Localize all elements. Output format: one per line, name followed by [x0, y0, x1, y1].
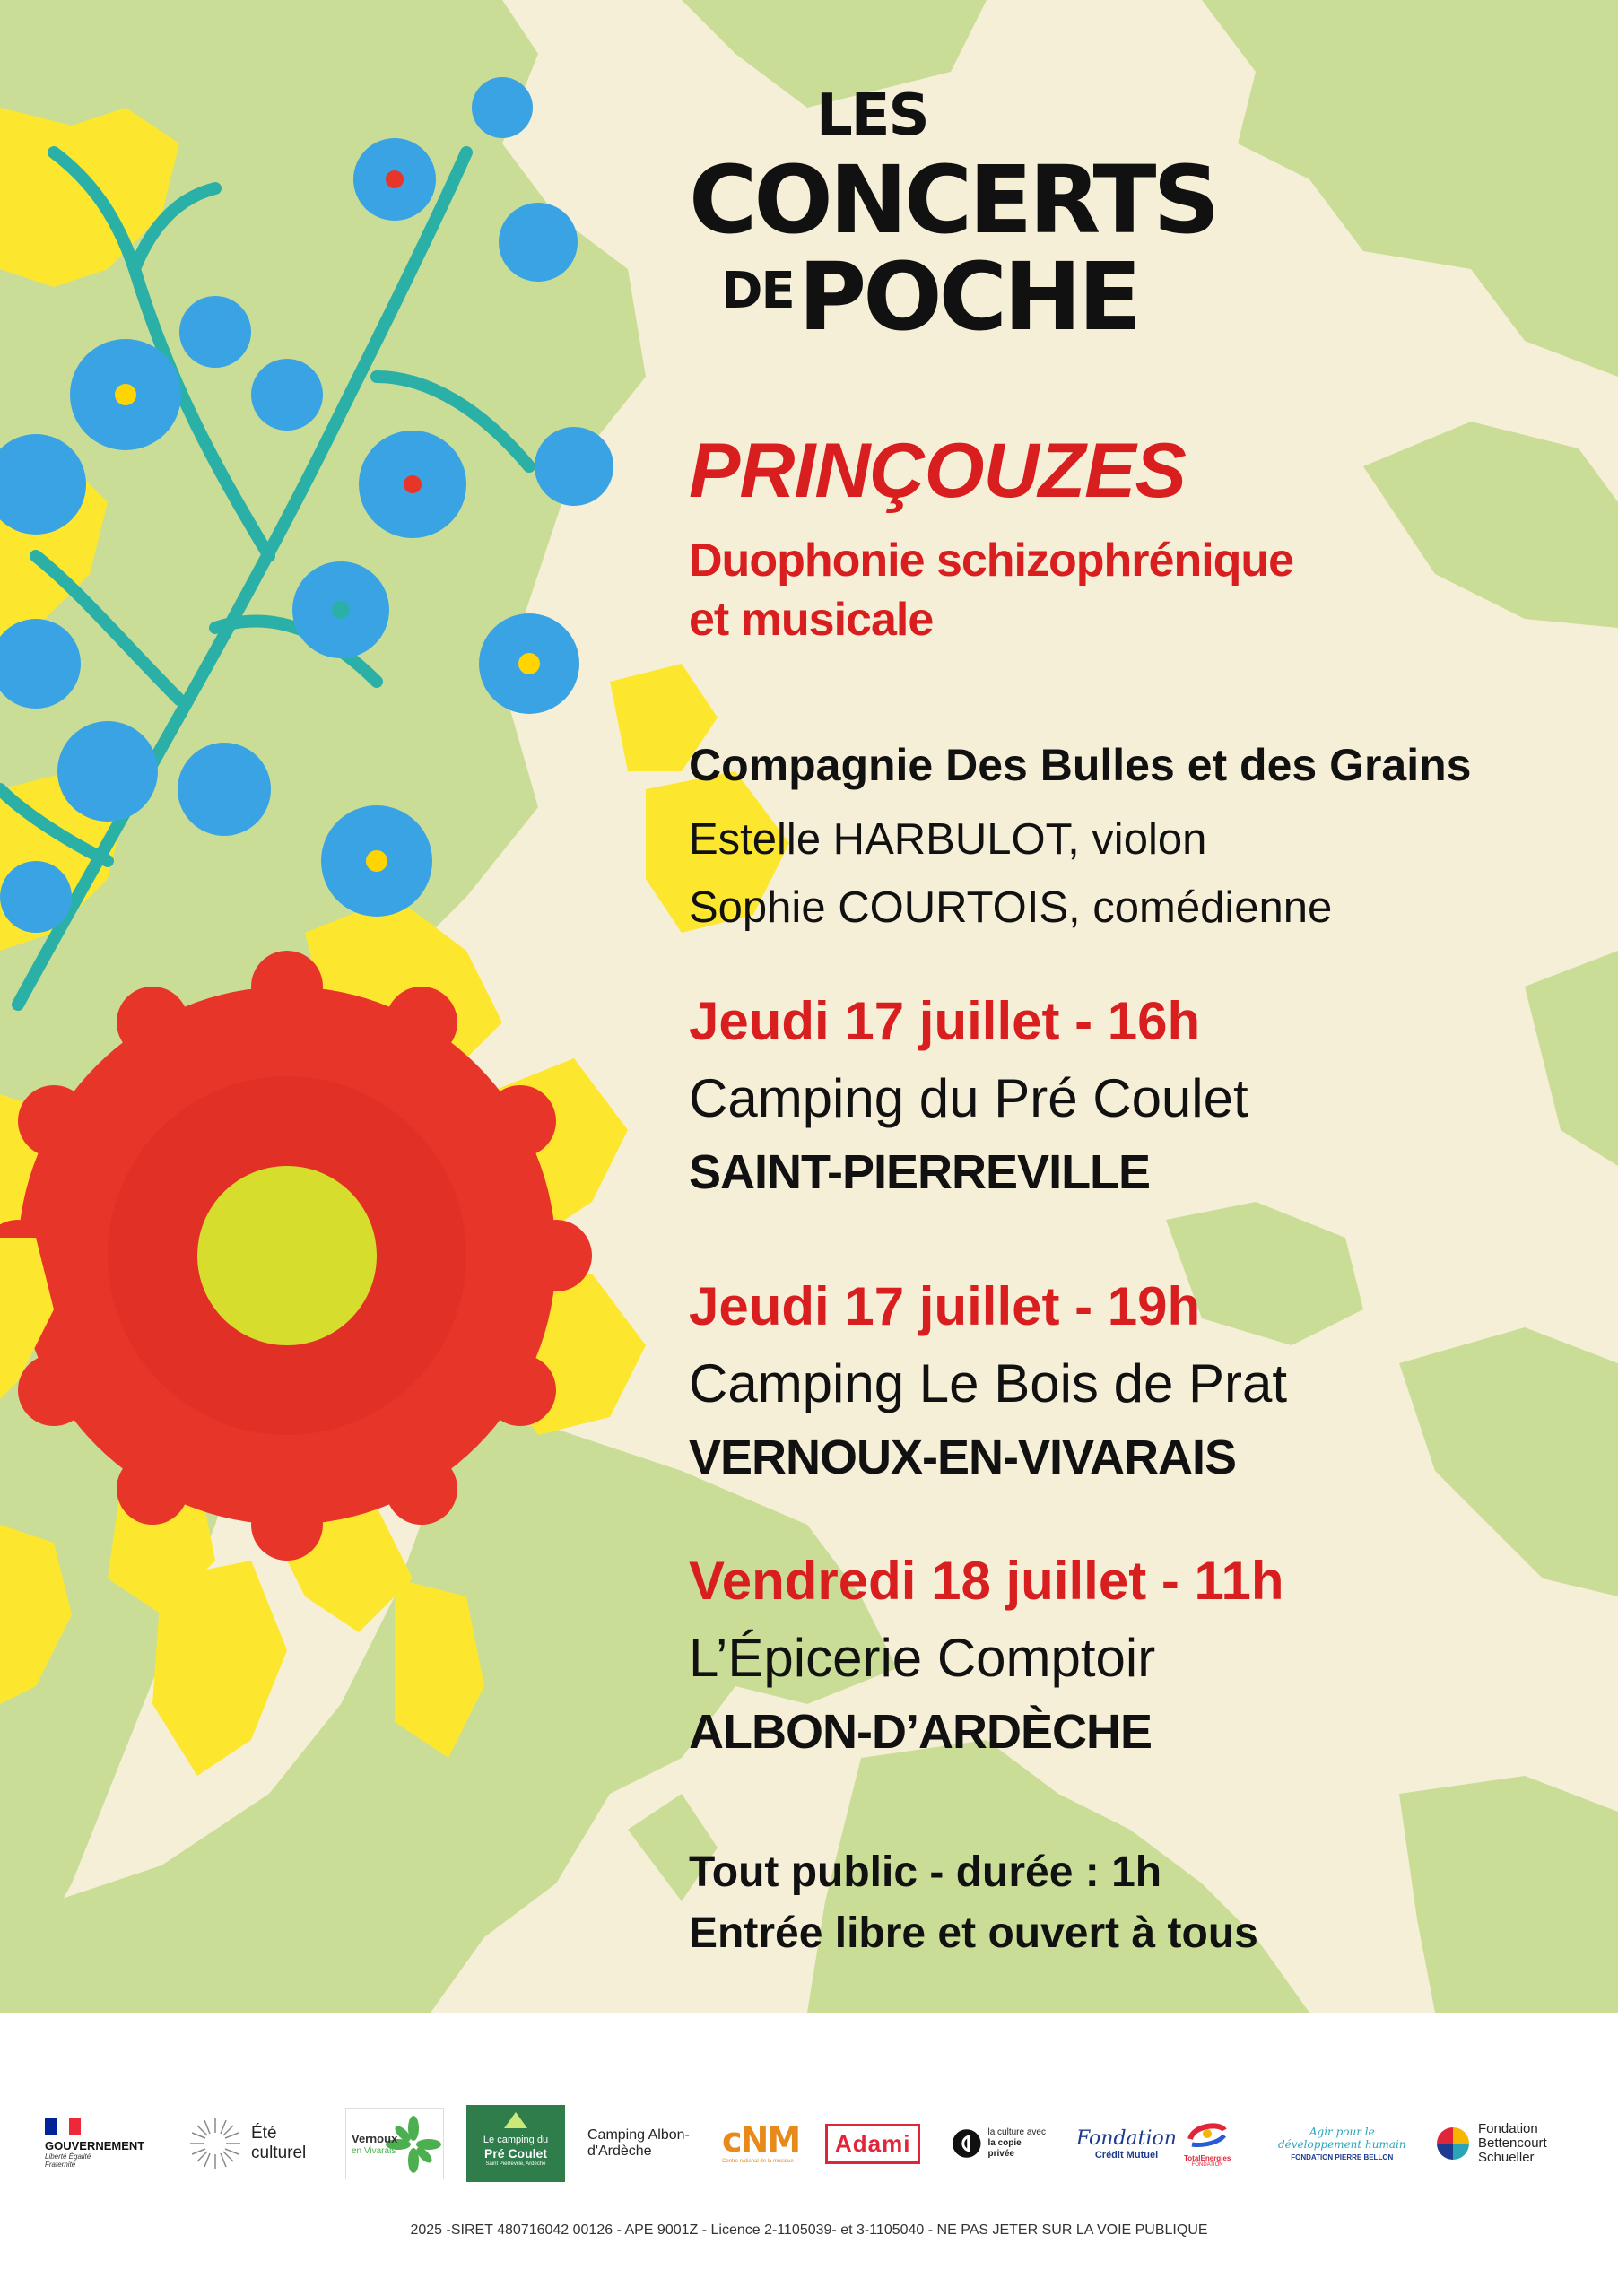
vernoux-line1: Vernoux	[352, 2132, 398, 2145]
logo-les-concerts-de-poche	[689, 83, 1217, 352]
logo-gouvernement	[45, 2099, 170, 2188]
ete-line1: Été	[251, 2124, 277, 2143]
ete-line2: culturel	[251, 2144, 307, 2162]
event-1-date: Jeudi 17 juillet - 16h	[689, 991, 1201, 1051]
tent-icon	[502, 2110, 529, 2130]
bettencourt-line3: Schueller	[1478, 2150, 1535, 2165]
bellon-line3: FONDATION PIERRE BELLON	[1291, 2153, 1394, 2161]
bellon-line1: Agir pour le	[1309, 2126, 1375, 2138]
french-flag-icon	[45, 2118, 81, 2135]
event-1-city: SAINT-PIERREVILLE	[689, 1145, 1151, 1199]
gouvernement-label: GOUVERNEMENT	[45, 2139, 145, 2152]
bettencourt-icon	[1435, 2126, 1471, 2161]
legal-notice: 2025 -SIRET 480716042 00126 - APE 9001Z - Licence 2-1105039- et 3-1105040 - NE PAS JETER SUR LA VOIE PUBLIQUE	[410, 2222, 1208, 2238]
albon-line2: d'Ardèche	[587, 2144, 652, 2159]
bettencourt-line2: Bettencourt	[1478, 2135, 1547, 2151]
event-3-venue: L’Épicerie Comptoir	[689, 1628, 1156, 1688]
bettencourt-line1: Fondation	[1478, 2121, 1538, 2136]
event-1-venue: Camping du Pré Coulet	[689, 1068, 1248, 1128]
logo-line-concerts: CONCERTS	[689, 145, 1217, 255]
vernoux-line2: en Vivarais	[352, 2146, 396, 2156]
pre-coulet-line3: Saint Pierreville, Ardèche	[485, 2161, 546, 2167]
info-free-entry: Entrée libre et ouvert à tous	[689, 1909, 1258, 1957]
logo-ete-culturel	[188, 2099, 323, 2188]
logo-vernoux	[345, 2099, 444, 2188]
event-2-date: Jeudi 17 juillet - 19h	[689, 1276, 1201, 1336]
show-subtitle	[689, 531, 1496, 649]
logo-totalenergies	[1184, 2099, 1265, 2188]
logo-pre-coulet	[466, 2099, 565, 2188]
copie-privee-icon	[951, 2127, 983, 2160]
pre-coulet-line2: Pré Coulet	[483, 2146, 547, 2161]
copie-line2: la copie privée	[987, 2138, 1022, 2159]
logo-fondation-pierre-bellon	[1278, 2099, 1422, 2188]
show-subtitle-line1: Duophonie schizophrénique	[689, 535, 1294, 587]
bellon-line2: développement humain	[1278, 2138, 1406, 2151]
sponsor-footer	[0, 2013, 1618, 2296]
logo-camping-albon	[587, 2099, 713, 2188]
event-3-city: ALBON-D’ARDÈCHE	[689, 1705, 1152, 1759]
logo-line-poche: POCHE	[798, 242, 1139, 352]
sponsor-logos	[45, 2099, 1579, 2188]
show-title: PRINÇOUZES	[689, 428, 1186, 514]
logo-line-les: LES	[816, 83, 928, 149]
event-2-city: VERNOUX-EN-VIVARAIS	[689, 1431, 1237, 1484]
show-subtitle-line2: et musicale	[689, 594, 934, 646]
logo-adami	[825, 2099, 928, 2188]
copie-line1: la culture avec	[987, 2127, 1046, 2137]
total-line2: FONDATION	[1191, 2162, 1223, 2168]
company-name: Compagnie Des Bulles et des Grains	[689, 740, 1472, 790]
event-2-venue: Camping Le Bois de Prat	[689, 1353, 1288, 1413]
logo-fondation-bettencourt	[1435, 2099, 1579, 2188]
logo-copie-privee	[951, 2099, 1049, 2188]
logo-cnm	[722, 2099, 812, 2188]
devise-label: Liberté Égalité Fraternité	[45, 2152, 91, 2169]
albon-line1: Camping Albon-	[587, 2127, 690, 2143]
cnm-label: cNM	[722, 2120, 800, 2160]
totalenergies-icon	[1185, 2119, 1230, 2150]
fondation-cm-line2: Crédit Mutuel	[1094, 2149, 1159, 2161]
logo-fondation-credit-mutuel	[1076, 2099, 1177, 2188]
fondation-cm-line1: Fondation	[1076, 2126, 1177, 2150]
artist-1: Estelle HARBULOT, violon	[689, 815, 1207, 864]
logo-line-de: DE	[721, 262, 794, 320]
total-line1: TotalEnergies	[1184, 2154, 1231, 2162]
info-audience-duration: Tout public - durée : 1h	[689, 1848, 1162, 1896]
pre-coulet-line1: Le camping du	[483, 2135, 549, 2145]
sunburst-icon	[188, 2117, 242, 2170]
adami-label: Adami	[825, 2124, 920, 2164]
event-3-date: Vendredi 18 juillet - 11h	[689, 1551, 1284, 1611]
artist-2: Sophie COURTOIS, comédienne	[689, 883, 1333, 932]
cnm-sub: Centre national de la musique	[722, 2159, 794, 2164]
